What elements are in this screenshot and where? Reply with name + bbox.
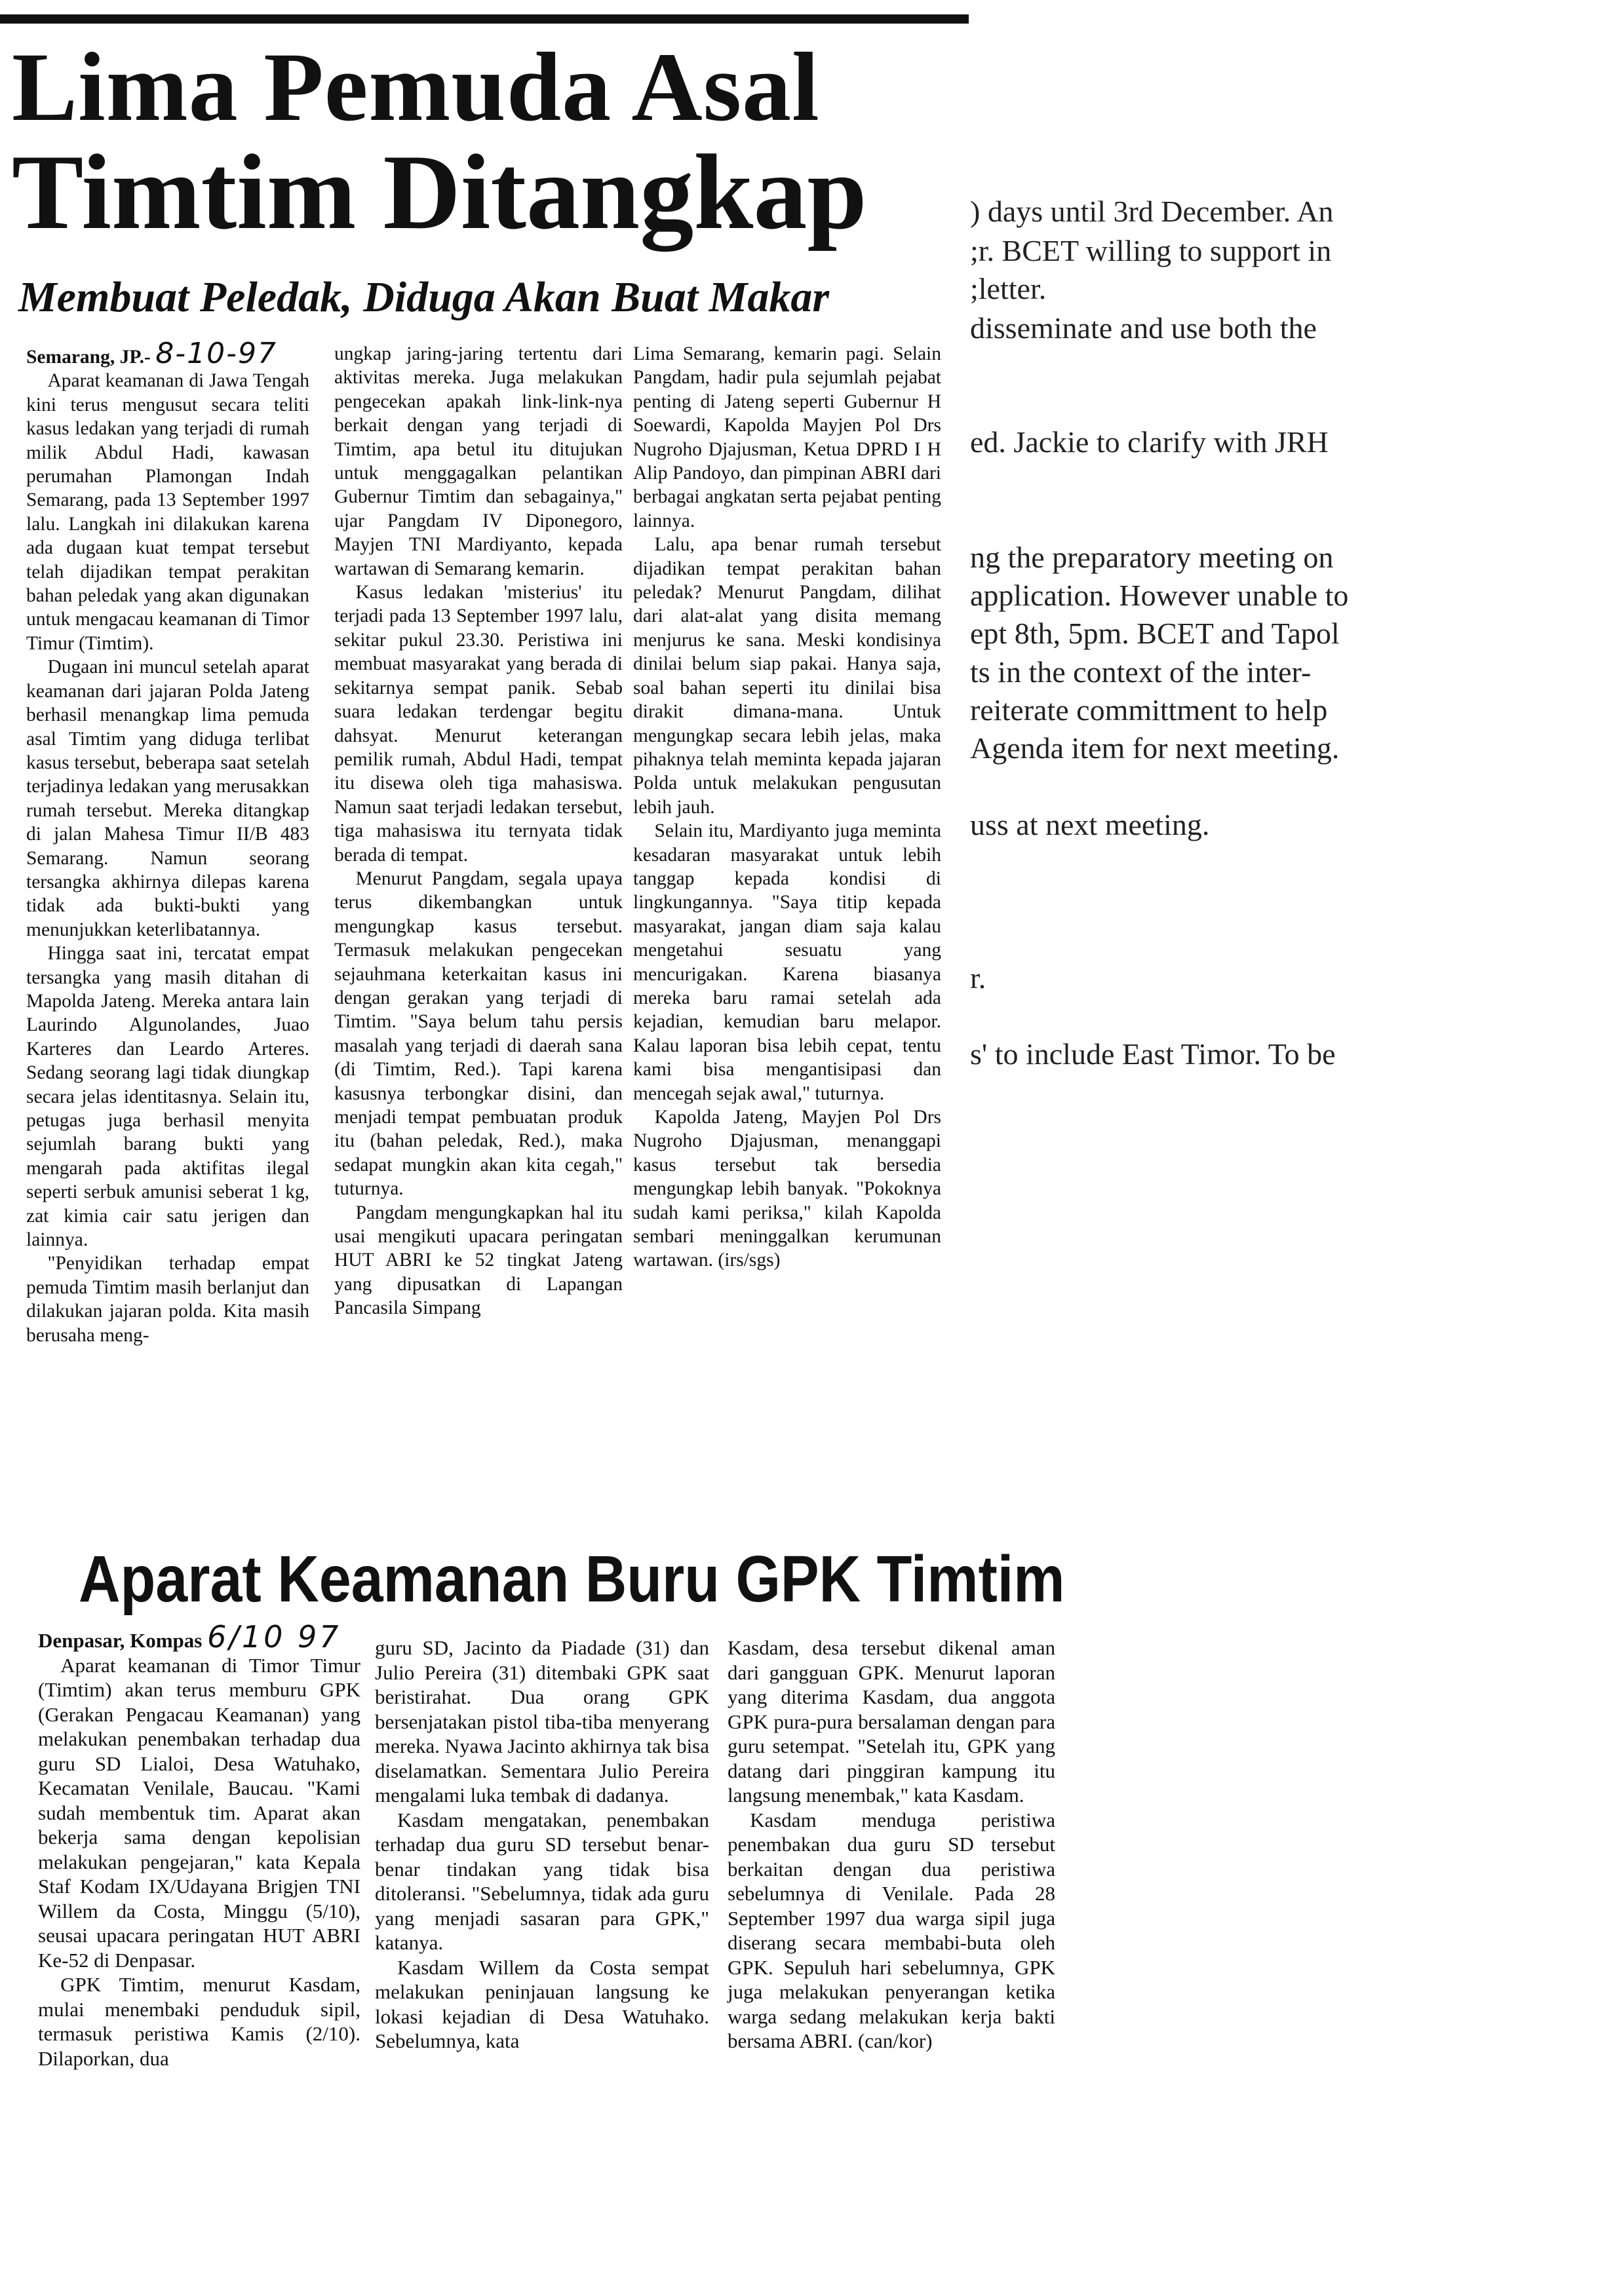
paragraph: "Penyidikan terhadap empat pemuda Timtim masih berlanjut dan dilakukan jajaran polda. Kita masih berusaha meng- bbox=[26, 1253, 309, 1346]
background-text-line: uss at next meeting. bbox=[970, 808, 1210, 841]
background-text-line: ;letter. bbox=[970, 272, 1047, 305]
background-text-line: ept 8th, 5pm. BCET and Tapol bbox=[970, 617, 1340, 650]
paragraph: Lima Semarang, kemarin pagi. Selain Pangdam, hadir pula sejumlah pejabat penting di Jateng seperti Gubernur H Soewardi, Kapolda Mayjen Pol Drs Nugroho Djajusman, Ketua DPRD I H Alip Pandoyo, dan pimpinan ABRI dari berbagai angkatan serta pejabat penting lainnya. bbox=[633, 343, 941, 531]
paragraph: Aparat keamanan di Timor Timur (Timtim) akan terus memburu GPK (Gerakan Pengacau Keamanan) yang melakukan penembakan terhadap dua guru SD Lialoi, Desa Watuhako, Kecamatan Venilale, Baucau. "Kami sudah membentuk tim. Aparat akan bekerja sama dengan kepolisian melakukan pengejaran," kata Kepala Staf Kodam IX/Udayana Brigjen TNI Willem da Costa, Minggu (5/10), seusai upacara peringatan HUT ABRI Ke-52 di Denpasar. bbox=[38, 1653, 360, 1972]
article2-column-3 bbox=[728, 1636, 1055, 2054]
paragraph: Kasus ledakan 'misterius' itu terjadi pada 13 September 1997 lalu, sekitar pukul 23.30. Peristiwa ini membuat masyarakat yang berada di sekitarnya sempat panik. Sebab suara ledakan terdengar begitu dahsyat. Menurut keterangan pemilik rumah, Abdul Hadi, tempat itu disewa oleh tiga mahasiswa. Namun saat terjadi ledakan tersebut, tiga mahasiswa itu ternyata tidak berada di tempat. bbox=[334, 582, 623, 866]
article2-headline: Aparat Keamanan Buru GPK Timtim bbox=[79, 1542, 1065, 1616]
article1-handwritten-date: 8-10-97 bbox=[155, 337, 277, 370]
paragraph: Dugaan ini muncul setelah aparat keamanan dari jajaran Polda Jateng berhasil menangkap lima pemuda asal Timtim yang diduga terlibat kasus tersebut, beberapa saat setelah terjadinya ledakan yang merusakkan rumah tersebut. Mereka ditangkap di jalan Mahesa Timur II/B 483 Semarang. Namun seorang tersangka akhirnya dilepas karena tidak ada bukti-bukti yang menunjukkan keterlibatannya. bbox=[26, 657, 309, 940]
article1-subheadline: Membuat Peledak, Diduga Akan Buat Makar bbox=[18, 273, 830, 321]
background-text-line: ng the preparatory meeting on bbox=[970, 541, 1334, 574]
article2-column-1 bbox=[38, 1619, 360, 2071]
paragraph: Kasdam, desa tersebut dikenal aman dari gangguan GPK. Menurut laporan yang diterima Kasdam, dua anggota GPK pura-pura bersalaman dengan para guru setempat. "Setelah itu, GPK yang datang dari pinggiran kampung itu langsung menembak," kata Kasdam. bbox=[728, 1636, 1055, 1807]
paragraph: Aparat keamanan di Jawa Tengah kini terus mengusut secara teliti kasus ledakan yang terjadi di rumah milik Abdul Hadi, kawasan perumahan Plamongan Indah Semarang, pada 13 September 1997 lalu. Langkah ini dilakukan karena ada dugaan kuat tempat tersebut telah dijadikan tempat perakitan bahan peledak yang akan digunakan untuk mengacau keamanan di Timor Timur (Timtim). bbox=[26, 370, 309, 654]
article2-dateline: Denpasar, Kompas bbox=[38, 1629, 203, 1652]
article1-headline-line2: Timtim Ditangkap bbox=[12, 133, 867, 252]
top-rule bbox=[0, 14, 969, 24]
article1-dateline: Semarang, JP.- bbox=[26, 347, 151, 368]
paragraph: Hingga saat ini, tercatat empat tersangka yang masih ditahan di Mapolda Jateng. Mereka antara lain Laurindo Algunolandes, Juao Karteres dan Leardo Arteres. Sedang seorang lagi tidak diungkap secara jelas identitasnya. Selain itu, petugas juga berhasil menyita sejumlah barang bukti yang mengarah pada aktifitas ilegal seperti serbuk amunisi seberat 1 kg, zat kimia cair satu jerigen dan lainnya. bbox=[26, 943, 309, 1251]
paragraph: ungkap jaring-jaring tertentu dari aktivitas mereka. Juga melakukan pengecekan apakah link-link-nya berkait dengan yang terjadi di Timtim, apa betul itu ditujukan untuk menggagalkan pelantikan Gubernur Timtim dan sebagainya," ujar Pangdam IV Diponegoro, Mayjen TNI Mardiyanto, kepada wartawan di Semarang kemarin. bbox=[334, 343, 623, 579]
background-text-line: reiterate committment to help bbox=[970, 693, 1328, 727]
article2-handwritten-date: 6/10 97 bbox=[207, 1619, 341, 1655]
paragraph: Kasdam menduga peristiwa penembakan dua guru SD tersebut berkaitan dengan dua peristiwa sebelumnya di Venilale. Pada 28 September 1997 dua warga sipil juga diserang secara membabi-buta oleh GPK. Sepuluh hari sebelumnya, GPK juga melakukan penyerangan ketika warga sedang melakukan kerja bakti bersama ABRI. (can/kor) bbox=[728, 1808, 1055, 2052]
background-text-line: ts in the context of the inter- bbox=[970, 655, 1312, 689]
background-text-line: r. bbox=[970, 961, 986, 995]
paragraph: guru SD, Jacinto da Piadade (31) dan Julio Pereira (31) ditembaki GPK saat beristirahat. Dua orang GPK bersenjatakan pistol tiba-tiba menyerang mereka. Nyawa Jacinto akhirnya tak bisa diselamatkan. Sementara Julio Pereira mengalami luka tembak di dadanya. bbox=[375, 1636, 709, 1807]
paragraph: Kasdam mengatakan, penembakan terhadap dua guru SD tersebut benar-benar tindakan yang tidak bisa ditoleransi. "Sebelumnya, tidak ada guru yang menjadi sasaran para GPK," katanya. bbox=[375, 1808, 709, 1954]
paragraph: Kapolda Jateng, Mayjen Pol Drs Nugroho Djajusman, menanggapi kasus tersebut tak bersedia mengungkap lebih banyak. "Pokoknya sudah kami periksa," kilah Kapolda sembari meninggalkan kerumunan wartawan. (irs/sgs) bbox=[633, 1107, 941, 1271]
article1-column-1 bbox=[26, 337, 309, 1347]
paragraph: Kasdam Willem da Costa sempat melakukan peninjauan langsung ke lokasi kejadian di Desa Watuhako. Sebelumnya, kata bbox=[375, 1955, 709, 2052]
background-text-line: s' to include East Timor. To be bbox=[970, 1037, 1336, 1071]
background-text-line: disseminate and use both the bbox=[970, 311, 1317, 345]
paragraph: GPK Timtim, menurut Kasdam, mulai menembaki penduduk sipil, termasuk peristiwa Kamis (2/10). Dilaporkan, dua bbox=[38, 1973, 360, 2070]
background-text-line: Agenda item for next meeting. bbox=[970, 731, 1340, 765]
background-text-line: ;r. BCET willing to support in bbox=[970, 234, 1332, 267]
paragraph: Lalu, apa benar rumah tersebut dijadikan tempat perakitan bahan peledak? Menurut Pangdam, dilihat dari alat-alat yang disita memang menjurus ke sana. Meski kondisinya dinilai belum siap pakai. Hanya saja, soal bahan seperti itu dinilai bisa dirakit dimana-mana. Untuk mengungkap secara lebih jelas, maka pihaknya telah meminta kepada jajaran Polda untuk melakukan pengusutan lebih jauh. bbox=[633, 534, 941, 818]
article1-column-2 bbox=[334, 342, 623, 1320]
background-text-line: application. However unable to bbox=[970, 579, 1349, 612]
background-text-line: ed. Jackie to clarify with JRH bbox=[970, 425, 1329, 459]
paragraph: Menurut Pangdam, segala upaya terus dikembangkan untuk mengungkap kasus tersebut. Termasuk melakukan pengecekan sejauhmana keterkaitan kasus ini dengan gerakan yang terjadi di Timtim. "Saya belum tahu persis masalah yang terjadi di daerah sana (di Timtim, Red.). Tapi karena kasusnya terbongkar disini, dan menjadi tempat pembuatan produk itu (bahan peledak, Red.), maka sedapat mungkin akan kita cegah," tuturnya. bbox=[334, 868, 623, 1200]
background-text-line: ) days until 3rd December. An bbox=[970, 195, 1334, 228]
article1-dateline-row bbox=[26, 337, 309, 370]
article1-headline-line1: Lima Pemuda Asal bbox=[12, 33, 820, 142]
article2-column-2 bbox=[375, 1636, 709, 2054]
paragraph: Selain itu, Mardiyanto juga meminta kesadaran masyarakat untuk lebih tanggap kepada kondisi di lingkungannya. "Saya titip kepada masyarakat, jangan diam saja kalau mengetahui sesuatu yang mencurigakan. Karena biasanya mereka baru ramai setelah ada kejadian, kemudian baru melapor. Kalau laporan bisa lebih cepat, tentu kami bisa mengantisipasi dan mencegah sejak awal," tuturnya. bbox=[633, 820, 941, 1104]
article2-dateline-row bbox=[38, 1619, 360, 1655]
paragraph: Pangdam mengungkapkan hal itu usai mengikuti upacara peringatan HUT ABRI ke 52 tingkat Jateng yang dipusatkan di Lapangan Pancasila Simpang bbox=[334, 1202, 623, 1319]
article1-column-3 bbox=[633, 342, 941, 1272]
